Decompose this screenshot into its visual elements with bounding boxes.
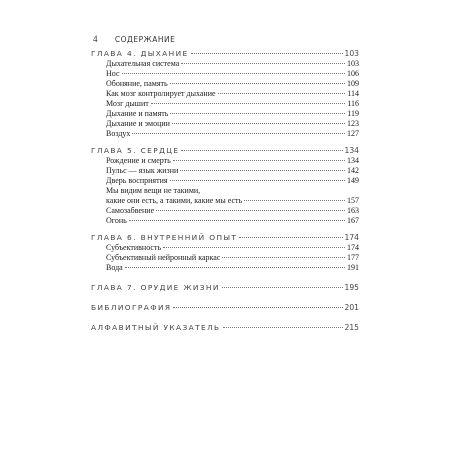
entry-label: какие они есть, а такими, какие мы есть	[106, 196, 243, 205]
dot-leader	[222, 287, 343, 288]
entry-page: 157	[347, 196, 359, 205]
dot-leader	[172, 123, 345, 124]
dot-leader	[218, 93, 346, 94]
dot-leader	[244, 200, 345, 201]
toc-entry[interactable]	[91, 206, 359, 216]
toc-entry[interactable]	[91, 156, 359, 166]
entry-page: 174	[347, 243, 359, 252]
dot-leader	[181, 150, 342, 151]
entry-label: Дыхательная система	[106, 59, 180, 68]
toc-entry[interactable]	[91, 109, 359, 119]
dot-leader	[173, 307, 342, 308]
entry-page: 167	[347, 216, 359, 225]
entry-label: Огонь	[106, 216, 127, 225]
toc-chapter-7[interactable]	[91, 283, 359, 293]
toc-entry[interactable]	[91, 119, 359, 129]
entry-page: 109	[347, 79, 359, 88]
toc-entry[interactable]	[91, 79, 359, 89]
dot-leader	[170, 83, 345, 84]
chapter-page: 174	[344, 233, 359, 242]
dot-leader	[170, 113, 345, 114]
entry-label: Пульс — язык жизни	[106, 166, 179, 175]
toc-entry[interactable]	[91, 99, 359, 109]
entry-page: 163	[347, 206, 359, 215]
dot-leader	[180, 170, 345, 171]
chapter-title: ГЛАВА 6. ВНУТРЕННИЙ ОПЫТ	[91, 233, 238, 242]
chapter-page: 134	[344, 146, 359, 155]
dot-leader	[173, 160, 345, 161]
chapter-title: ГЛАВА 7. ОРУДИЕ ЖИЗНИ	[91, 283, 220, 292]
entry-label: Воздух	[106, 129, 131, 138]
entry-page: 191	[347, 263, 359, 272]
entry-label: Дверь восприятия	[106, 176, 168, 185]
toc-entry[interactable]	[91, 59, 359, 69]
chapter-title: ГЛАВА 4. ДЫХАНИЕ	[91, 49, 189, 58]
entry-page: 116	[347, 99, 359, 108]
dot-leader	[191, 53, 343, 54]
toc-entry[interactable]	[91, 253, 359, 263]
dot-leader	[163, 247, 345, 248]
table-of-contents	[91, 49, 359, 333]
toc-entry[interactable]	[91, 196, 359, 206]
dot-leader	[223, 327, 343, 328]
entry-page: 134	[347, 156, 359, 165]
dot-leader	[170, 180, 345, 181]
toc-bibliography[interactable]	[91, 303, 359, 313]
entry-page: 106	[347, 69, 359, 78]
section-title: БИБЛИОГРАФИЯ	[91, 303, 172, 312]
dot-leader	[132, 133, 345, 134]
entry-page: 103	[347, 59, 359, 68]
toc-entry[interactable]	[91, 89, 359, 99]
dot-leader	[156, 210, 345, 211]
chapter-page: 195	[344, 283, 359, 292]
entry-label: Как мозг контролирует дыхание	[106, 89, 216, 98]
toc-entry[interactable]	[91, 176, 359, 186]
toc-entry[interactable]	[91, 243, 359, 253]
section-page: 201	[344, 303, 359, 312]
toc-entry[interactable]	[91, 166, 359, 176]
dot-leader	[181, 63, 345, 64]
entry-page: 119	[347, 109, 359, 118]
toc-entry[interactable]	[91, 69, 359, 79]
toc-index[interactable]	[91, 323, 359, 333]
dot-leader	[125, 267, 345, 268]
running-title: СОДЕРЖАНИЕ	[114, 35, 176, 44]
dot-leader	[129, 220, 345, 221]
entry-label: Субъективный нейронный каркас	[106, 253, 221, 262]
entry-page: 142	[347, 166, 359, 175]
section-title: АЛФАВИТНЫЙ УКАЗАТЕЛЬ	[91, 323, 221, 332]
entry-label: Дыхание и эмоции	[106, 119, 170, 128]
toc-entry[interactable]	[91, 129, 359, 139]
chapter-page: 103	[344, 49, 359, 58]
toc-entry[interactable]	[91, 216, 359, 226]
entry-page: 114	[347, 89, 359, 98]
section-page: 215	[344, 323, 359, 332]
page-number: 4	[93, 34, 98, 44]
toc-entry-first-line[interactable]: Мы видим вещи не такими,	[106, 186, 201, 195]
entry-label: Мозг дышит	[106, 99, 149, 108]
toc-chapter-4[interactable]	[91, 49, 359, 59]
chapter-title: ГЛАВА 5. СЕРДЦЕ	[91, 146, 180, 155]
entry-label: Субъективность	[106, 243, 162, 252]
toc-entry[interactable]	[91, 263, 359, 273]
toc-chapter-6[interactable]	[91, 233, 359, 243]
dot-leader	[122, 73, 345, 74]
entry-label: Нос	[106, 69, 120, 78]
dot-leader	[151, 103, 346, 104]
entry-page: 177	[347, 253, 359, 262]
entry-page: 127	[347, 129, 359, 138]
entry-label: Вода	[106, 263, 123, 272]
entry-page: 123	[347, 119, 359, 128]
entry-label: Обоняние, память	[106, 79, 168, 88]
entry-label: Рождение и смерть	[106, 156, 171, 165]
running-head	[93, 34, 175, 44]
dot-leader	[239, 237, 342, 238]
toc-chapter-5[interactable]	[91, 146, 359, 156]
entry-page: 149	[347, 176, 359, 185]
entry-label: Дыхание и память	[106, 109, 169, 118]
dot-leader	[222, 257, 345, 258]
entry-label: Самозабвение	[106, 206, 155, 215]
